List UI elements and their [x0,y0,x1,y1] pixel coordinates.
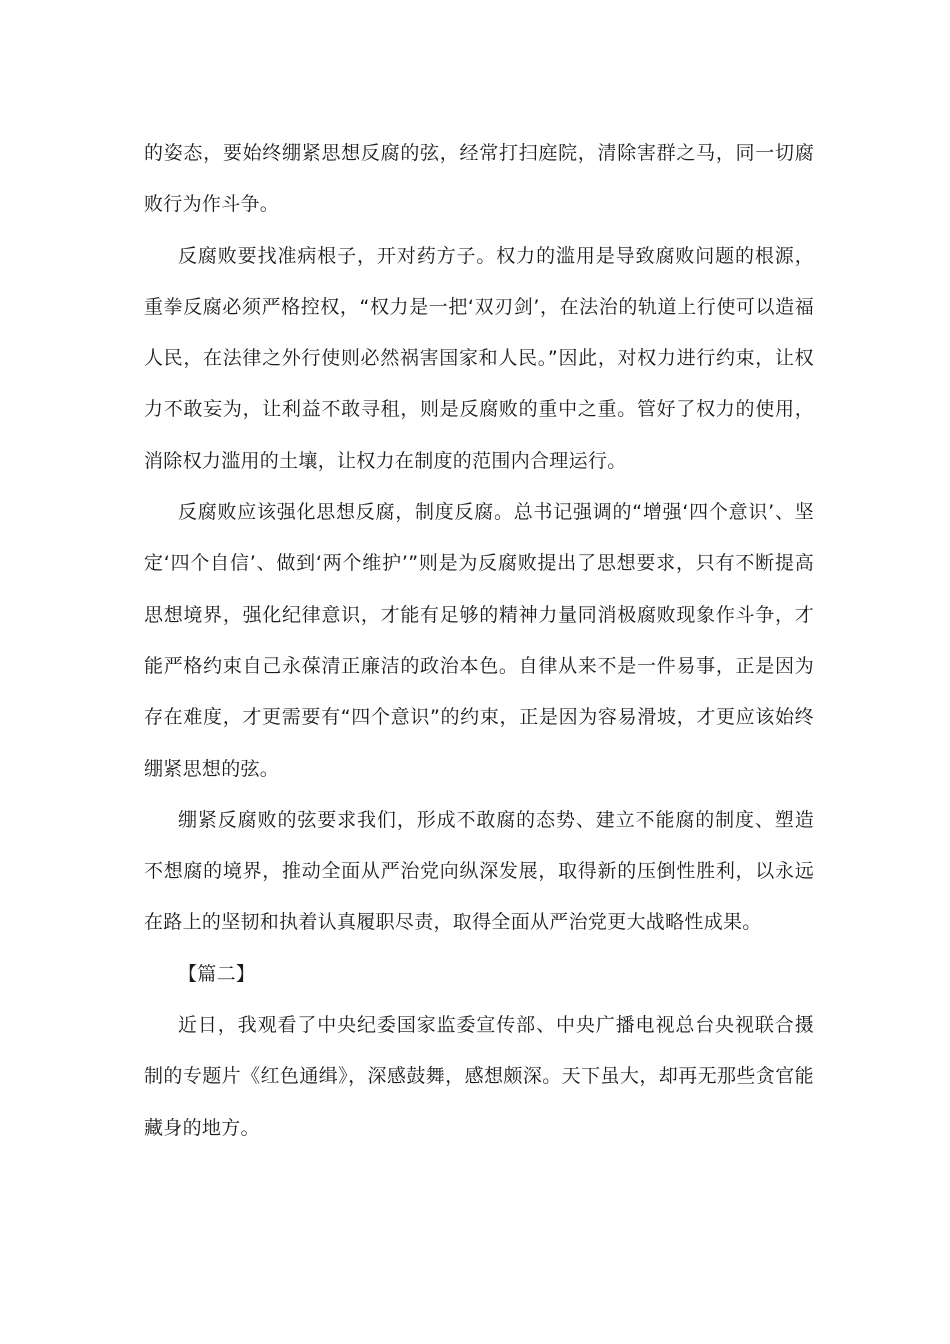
paragraph-ideological-anticorruption: 反腐败应该强化思想反腐，制度反腐。总书记强调的“增强‘四个意识’、坚定‘四个自信’、做到‘两个维护’”则是为反腐败提出了思想要求，只有不断提高思想境界，强化纪律意识，才能有足够的精神力量同消极腐败现象作斗争，才能严格约束自己永葆清正廉洁的政治本色。自律从来不是一件易事，正是因为存在难度，才更需要有“四个意识”的约束，正是因为容易滑坡，才更应该始终绷紧思想的弦。 [144,501,814,780]
document-body [144,128,814,1154]
paragraph-power-abuse: 反腐败要找准病根子，开对药方子。权力的滥用是导致腐败问题的根源，重拳反腐必须严格控权，“权力是一把‘双刃剑’，在法治的轨道上行使可以造福人民，在法律之外行使则必然祸害国家和人民。”因此，对权力进行约束，让权力不敢妄为，让利益不敢寻租，则是反腐败的重中之重。管好了权力的使用，消除权力滥用的土壤，让权力在制度的范围内合理运行。 [144,244,814,472]
paragraph-red-notice: 近日，我观看了中央纪委国家监委宣传部、中央广播电视总台央视联合摄制的专题片《红色通缉》，深感鼓舞，感想颇深。天下虽大，却再无那些贪官能藏身的地方。 [144,1014,814,1139]
paragraph-tighten-string: 绷紧反腐败的弦要求我们，形成不敢腐的态势、建立不能腐的制度、塑造不想腐的境界，推动全面从严治党向纵深发展，取得新的压倒性胜利，以永远在路上的坚韧和执着认真履职尽责，取得全面从严治党更大战略性成果。 [144,808,814,934]
paragraph-continuation: 的姿态，要始终绷紧思想反腐的弦，经常打扫庭院，清除害群之马，同一切腐败行为作斗争。 [144,142,814,216]
section-heading-part-two: 【篇二】 [178,962,256,985]
